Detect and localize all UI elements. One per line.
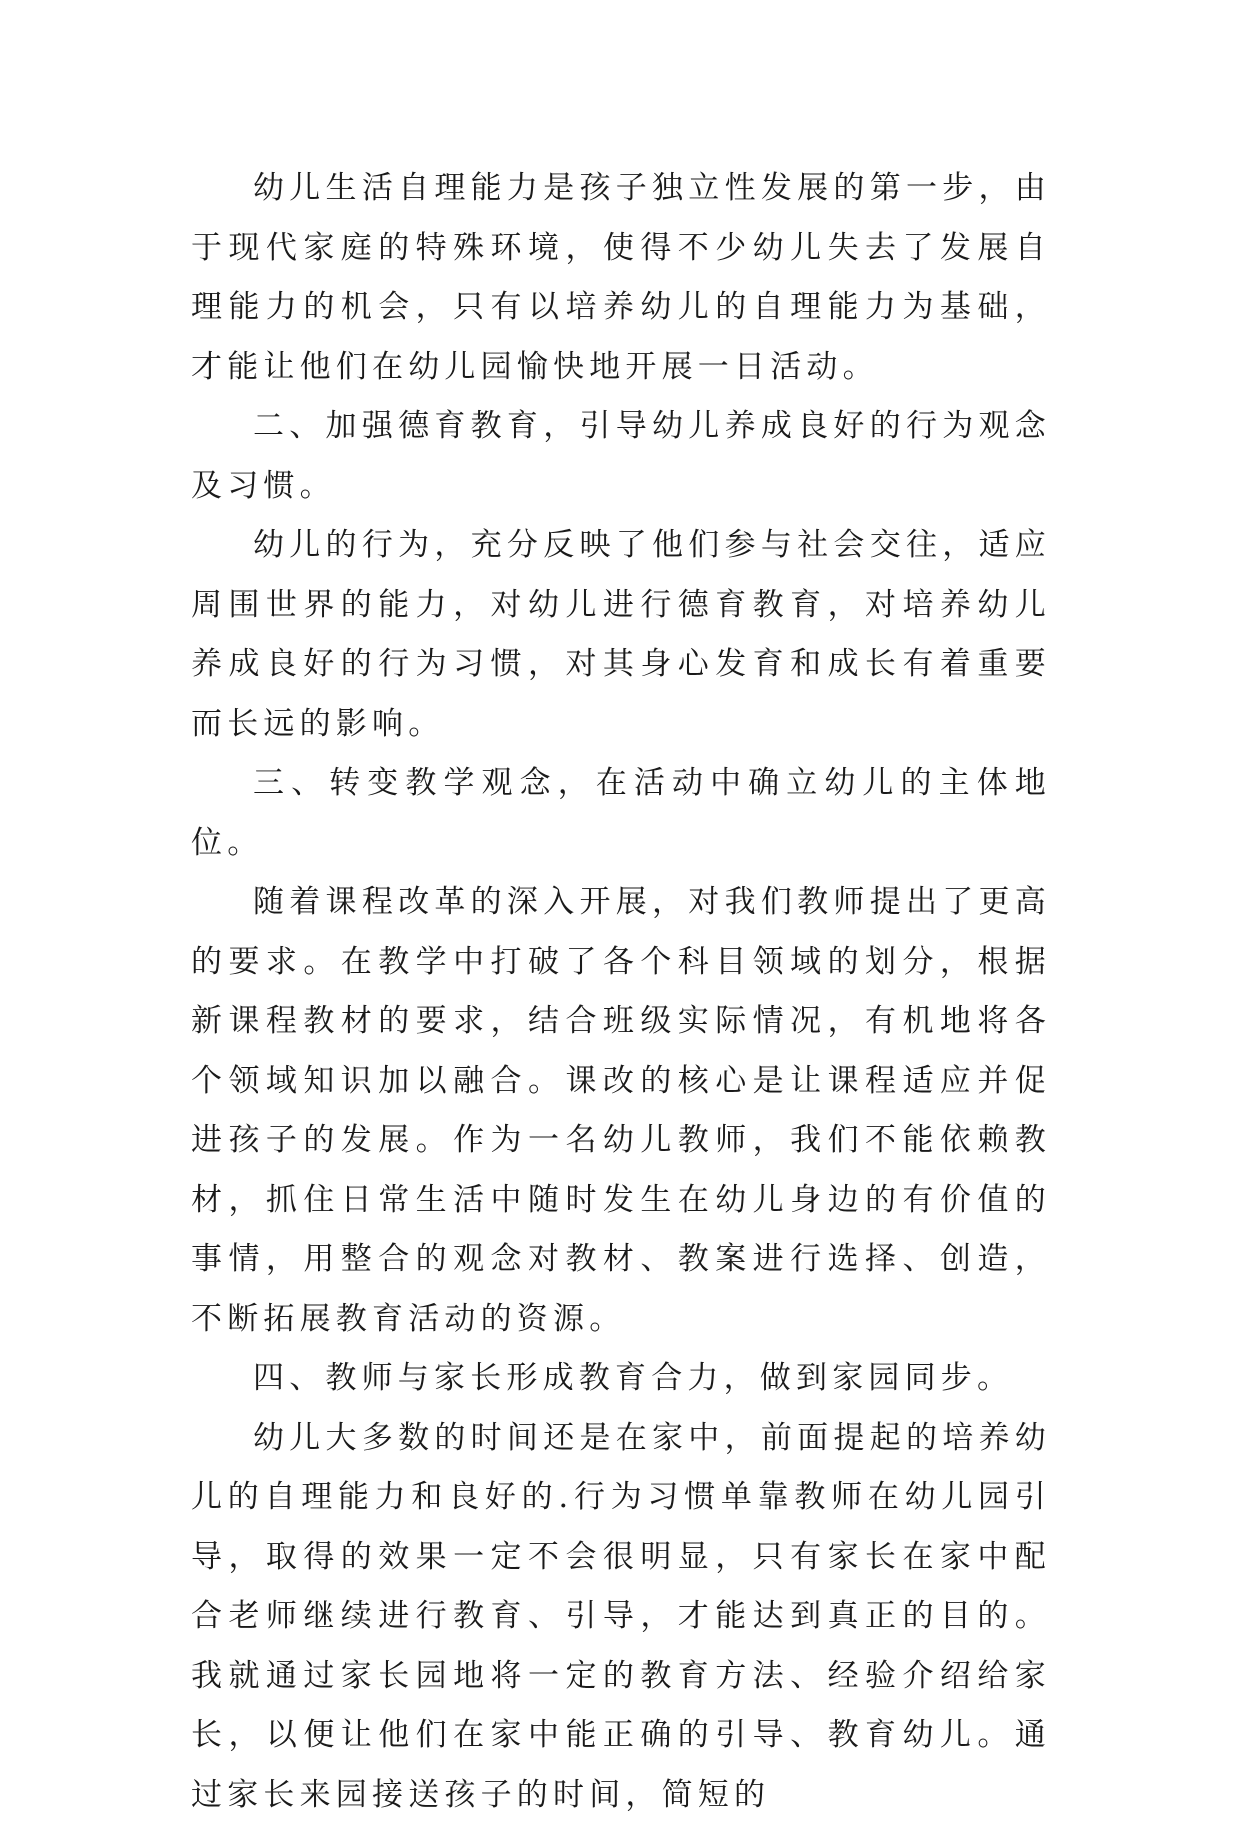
- paragraph-parents: 幼儿大多数的时间还是在家中，前面提起的培养幼儿的自理能力和良好的.行为习惯单靠教师在幼儿园引导，取得的效果一定不会很明显，只有家长在家中配合老师继续进行教育、引导，才能达到真正的目的。我就通过家长园地将一定的教育方法、经验介绍给家长，以便让他们在家中能正确的引导、教育幼儿。通过家长来园接送孩子的时间，简短的: [191, 1409, 1051, 1825]
- heading-home-school: 四、教师与家长形成教育合力，做到家园同步。: [191, 1349, 1051, 1409]
- document-body: [191, 159, 1051, 1825]
- heading-moral-education: 二、加强德育教育，引导幼儿养成良好的行为观念及习惯。: [191, 397, 1051, 516]
- heading-teaching-concept: 三、转变教学观念，在活动中确立幼儿的主体地位。: [191, 754, 1051, 873]
- paragraph-behavior: 幼儿的行为，充分反映了他们参与社会交往，适应周围世界的能力，对幼儿进行德育教育，对培养幼儿养成良好的行为习惯，对其身心发育和成长有着重要而长远的影响。: [191, 516, 1051, 754]
- paragraph-self-care: 幼儿生活自理能力是孩子独立性发展的第一步，由于现代家庭的特殊环境，使得不少幼儿失去了发展自理能力的机会，只有以培养幼儿的自理能力为基础，才能让他们在幼儿园愉快地开展一日活动。: [191, 159, 1051, 397]
- paragraph-curriculum-reform: 随着课程改革的深入开展，对我们教师提出了更高的要求。在教学中打破了各个科目领域的划分，根据新课程教材的要求，结合班级实际情况，有机地将各个领域知识加以融合。课改的核心是让课程适应并促进孩子的发展。作为一名幼儿教师，我们不能依赖教材，抓住日常生活中随时发生在幼儿身边的有价值的事情，用整合的观念对教材、教案进行选择、创造，不断拓展教育活动的资源。: [191, 873, 1051, 1349]
